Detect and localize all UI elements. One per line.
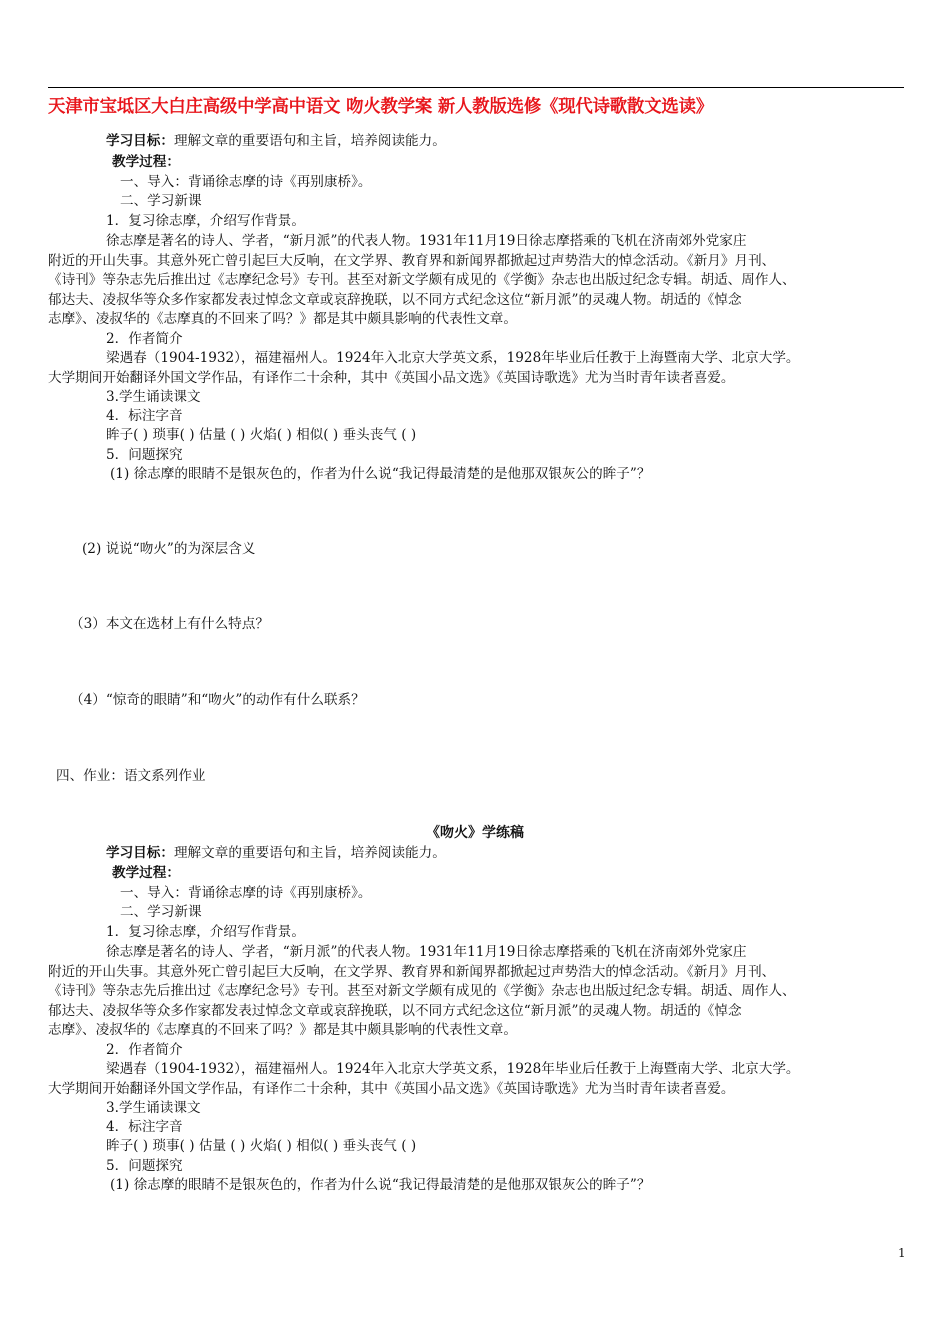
practice-p1-line4: 郁达夫、凌叔华等众多作家都发表过悼念文章或哀辞挽联，以不同方式纪念这位“新月派”的灵魂人物。胡适的《悼念 <box>48 1003 742 1019</box>
practice-title: 《吻火》学练稿 <box>426 825 524 841</box>
practice-p1-line3: 《诗刊》等杂志先后推出过《志摩纪念号》专刊。甚至对新文学颇有成见的《学衡》杂志也出版过纪念专辑。胡适、周作人、 <box>48 983 796 999</box>
plan-question2: (2) 说说“吻火”的为深层含义 <box>82 541 256 557</box>
practice-s1: 1．复习徐志摩，介绍写作背景。 <box>106 924 305 940</box>
plan-step1: 一、导入：背诵徐志摩的诗《再别康桥》。 <box>120 174 372 190</box>
plan-s5: 5．问题探究 <box>106 447 183 463</box>
document-title: 天津市宝坻区大白庄高级中学高中语文 吻火教学案 新人教版选修《现代诗歌散文选读》 <box>48 97 713 117</box>
plan-p1-line1: 徐志摩是著名的诗人、学者，“新月派”的代表人物。1931年11月19日徐志摩搭乘的飞机在济南郊外党家庄 <box>106 233 747 249</box>
practice-p2-line2: 大学期间开始翻译外国文学作品，有译作二十余种，其中《英国小品文选》《英国诗歌选》尤为当时青年读者喜爱。 <box>48 1081 735 1097</box>
plan-s1: 1．复习徐志摩，介绍写作背景。 <box>106 213 305 229</box>
plan-goal <box>106 131 446 151</box>
practice-s5: 5．问题探究 <box>106 1158 183 1174</box>
practice-s3: 3.学生诵读课文 <box>106 1100 201 1116</box>
practice-goal <box>106 843 446 863</box>
plan-question1: (1) 徐志摩的眼睛不是银灰色的，作者为什么说“我记得最清楚的是他那双银灰公的眸子”？ <box>110 466 651 482</box>
practice-goal-text: 理解文章的重要语句和主旨，培养阅读能力。 <box>173 845 446 861</box>
plan-step2: 二、学习新课 <box>120 193 202 209</box>
plan-s3: 3.学生诵读课文 <box>106 389 201 405</box>
plan-question3: （3）本文在选材上有什么特点？ <box>70 616 269 632</box>
plan-p2-line1: 梁遇春（1904-1932），福建福州人。1924年入北京大学英文系，1928年毕业后任教于上海暨南大学、北京大学。 <box>106 350 800 366</box>
plan-p1-line4: 郁达夫、凌叔华等众多作家都发表过悼念文章或哀辞挽联，以不同方式纪念这位“新月派”的灵魂人物。胡适的《悼念 <box>48 292 742 308</box>
practice-goal-label: 学习目标： <box>106 845 174 861</box>
practice-step1: 一、导入：背诵徐志摩的诗《再别康桥》。 <box>120 885 372 901</box>
plan-homework: 四、作业：语文系列作业 <box>56 768 206 784</box>
practice-process-label: 教学过程： <box>112 865 180 881</box>
page-number: 1 <box>898 1246 906 1260</box>
practice-p1-line1: 徐志摩是著名的诗人、学者，“新月派”的代表人物。1931年11月19日徐志摩搭乘的飞机在济南郊外党家庄 <box>106 944 747 960</box>
practice-question1: (1) 徐志摩的眼睛不是银灰色的，作者为什么说“我记得最清楚的是他那双银灰公的眸子”？ <box>110 1177 651 1193</box>
plan-p1-line3: 《诗刊》等杂志先后推出过《志摩纪念号》专刊。甚至对新文学颇有成见的《学衡》杂志也出版过纪念专辑。胡适、周作人、 <box>48 272 796 288</box>
plan-goal-text: 理解文章的重要语句和主旨，培养阅读能力。 <box>173 133 446 149</box>
plan-process-label: 教学过程： <box>112 154 180 170</box>
practice-s2: 2．作者简介 <box>106 1042 183 1058</box>
header-rule <box>48 87 904 88</box>
plan-p1-line2: 附近的开山失事。其意外死亡曾引起巨大反响，在文学界、教育界和新闻界都掀起过声势浩大的悼念活动。《新月》月刊、 <box>48 253 776 269</box>
practice-step2: 二、学习新课 <box>120 904 202 920</box>
practice-pinyin-exercise: 眸子( ) 琐事( ) 估量 ( ) 火焰( ) 相似( ) 垂头丧气 ( ) <box>106 1138 417 1154</box>
plan-pinyin-exercise: 眸子( ) 琐事( ) 估量 ( ) 火焰( ) 相似( ) 垂头丧气 ( ) <box>106 427 417 443</box>
practice-p1-line5: 志摩》、凌叔华的《志摩真的不回来了吗？》都是其中颇具影响的代表性文章。 <box>48 1022 517 1038</box>
plan-p1-line5: 志摩》、凌叔华的《志摩真的不回来了吗？》都是其中颇具影响的代表性文章。 <box>48 311 517 327</box>
plan-s2: 2．作者简介 <box>106 331 183 347</box>
plan-question4: （4）“惊奇的眼睛”和“吻火”的动作有什么联系？ <box>70 692 365 708</box>
plan-s4: 4．标注字音 <box>106 408 183 424</box>
practice-s4: 4．标注字音 <box>106 1119 183 1135</box>
plan-p2-line2: 大学期间开始翻译外国文学作品，有译作二十余种，其中《英国小品文选》《英国诗歌选》尤为当时青年读者喜爱。 <box>48 370 735 386</box>
practice-p1-line2: 附近的开山失事。其意外死亡曾引起巨大反响，在文学界、教育界和新闻界都掀起过声势浩大的悼念活动。《新月》月刊、 <box>48 964 776 980</box>
practice-p2-line1: 梁遇春（1904-1932），福建福州人。1924年入北京大学英文系，1928年毕业后任教于上海暨南大学、北京大学。 <box>106 1061 800 1077</box>
plan-goal-label: 学习目标： <box>106 133 174 149</box>
